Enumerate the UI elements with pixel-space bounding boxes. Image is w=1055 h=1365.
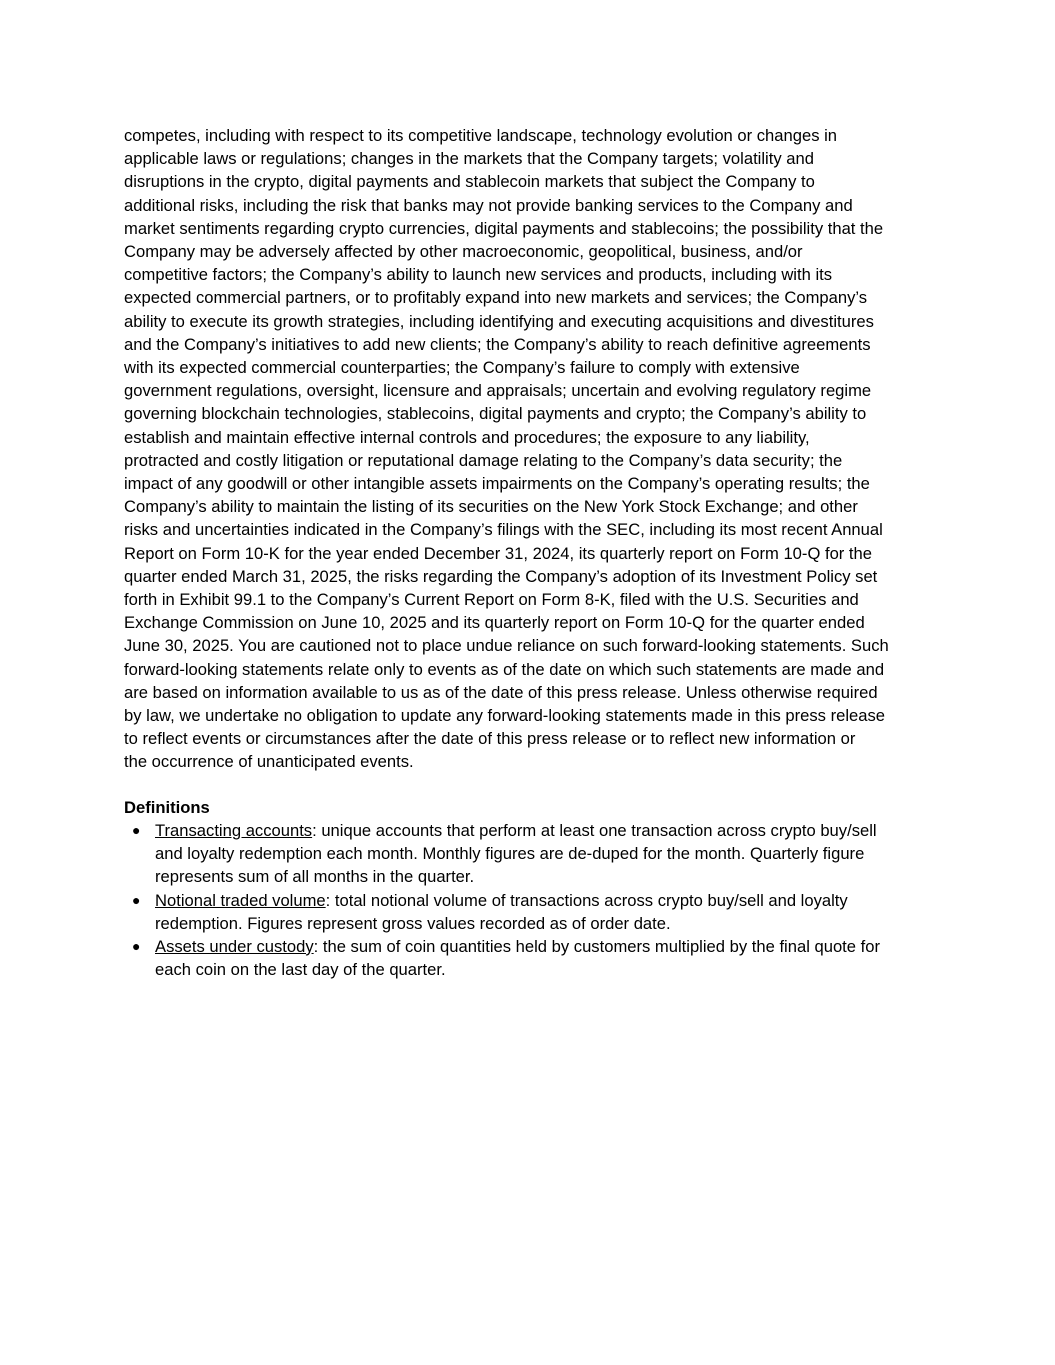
definition-first-line [155,819,934,842]
paragraph-line: Company may be adversely affected by other macroeconomic, geopolitical, business, and/or [124,242,803,262]
definition-text: : unique accounts that perform at least one transaction across crypto buy/sell [312,820,877,840]
definition-item-assets-under-custody [124,935,934,981]
paragraph-line: to reflect events or circumstances after the date of this press release or to reflect new information or [124,729,856,749]
definition-line: and loyalty redemption each month. Monthly figures are de-duped for the month. Quarterly figure [155,844,865,864]
definition-term: Assets under custody [155,936,314,956]
paragraph-line: with its expected commercial counterparties; the Company’s failure to comply with extensive [124,358,800,378]
paragraph-line: establish and maintain effective internal controls and procedures; the exposure to any liability, [124,427,810,447]
bullet-icon: ● [132,891,141,908]
paragraph-line: and the Company’s initiatives to add new clients; the Company’s ability to reach definitive agreements [124,334,871,354]
definition-text: : total notional volume of transactions across crypto buy/sell and loyalty [325,890,848,910]
paragraph-line: the occurrence of unanticipated events. [124,752,414,772]
paragraph-line: competitive factors; the Company’s ability to launch new services and products, including with its [124,265,833,285]
document-page [124,124,934,981]
definition-term: Notional traded volume [155,890,326,910]
paragraph-line: by law, we undertake no obligation to update any forward-looking statements made in this press release [124,706,885,726]
definition-line: redemption. Figures represent gross values recorded as of order date. [155,913,671,933]
bullet-icon: ● [132,821,141,838]
paragraph-line: risks and uncertainties indicated in the Company’s filings with the SEC, including its most recent Annual [124,520,883,540]
paragraph-line: governing blockchain technologies, stablecoins, digital payments and crypto; the Company’s ability to [124,404,867,424]
paragraph-line: impact of any goodwill or other intangible assets impairments on the Company’s operating results; the [124,474,870,494]
paragraph-line: Exchange Commission on June 10, 2025 and its quarterly report on Form 10-Q for the quarter ended [124,613,865,633]
definition-first-line [155,889,934,912]
definition-term: Transacting accounts [155,820,313,840]
definition-first-line [155,935,934,958]
definition-line: represents sum of all months in the quarter. [155,867,475,887]
paragraph-line: market sentiments regarding crypto currencies, digital payments and stablecoins; the possibility that the [124,218,884,238]
paragraph-line: expected commercial partners, or to profitably expand into new markets and services; the Company’s [124,288,868,308]
definition-line: each coin on the last day of the quarter. [155,960,446,980]
paragraph-line: ability to execute its growth strategies, including identifying and executing acquisitions and divestitures [124,311,874,331]
paragraph-line: Company’s ability to maintain the listing of its securities on the New York Stock Exchange; and other [124,497,858,517]
bullet-icon: ● [132,937,141,954]
paragraph-line: disruptions in the crypto, digital payments and stablecoin markets that subject the Company to [124,172,815,192]
paragraph-line: forth in Exhibit 99.1 to the Company’s Current Report on Form 8-K, filed with the U.S. Securities and [124,590,859,610]
definition-item-transacting-accounts [124,819,934,889]
paragraph-line: quarter ended March 31, 2025, the risks regarding the Company’s adoption of its Investment Policy set [124,566,878,586]
paragraph-line: competes, including with respect to its competitive landscape, technology evolution or changes in [124,126,838,145]
definition-item-notional-traded-volume [124,889,934,935]
paragraph-line: protracted and costly litigation or reputational damage relating to the Company’s data security; the [124,450,843,470]
definitions-heading: Definitions [124,797,210,817]
paragraph-line: June 30, 2025. You are cautioned not to place undue reliance on such forward-looking statements. Such [124,636,889,656]
paragraph-line: government regulations, oversight, licensure and appraisals; uncertain and evolving regulatory regime [124,381,872,401]
paragraph-line: forward-looking statements relate only to events as of the date on which such statements are made and [124,659,885,679]
definitions-list [124,819,934,981]
definition-text: : the sum of coin quantities held by customers multiplied by the final quote for [313,936,880,956]
paragraph-line: Report on Form 10-K for the year ended December 31, 2024, its quarterly report on Form 10-Q for the [124,543,872,563]
forward-looking-statements-paragraph [124,124,934,774]
paragraph-line: additional risks, including the risk that banks may not provide banking services to the Company and [124,195,853,215]
paragraph-line: applicable laws or regulations; changes in the markets that the Company targets; volatility and [124,149,814,169]
paragraph-line: are based on information available to us as of the date of this press release. Unless otherwise required [124,682,878,702]
